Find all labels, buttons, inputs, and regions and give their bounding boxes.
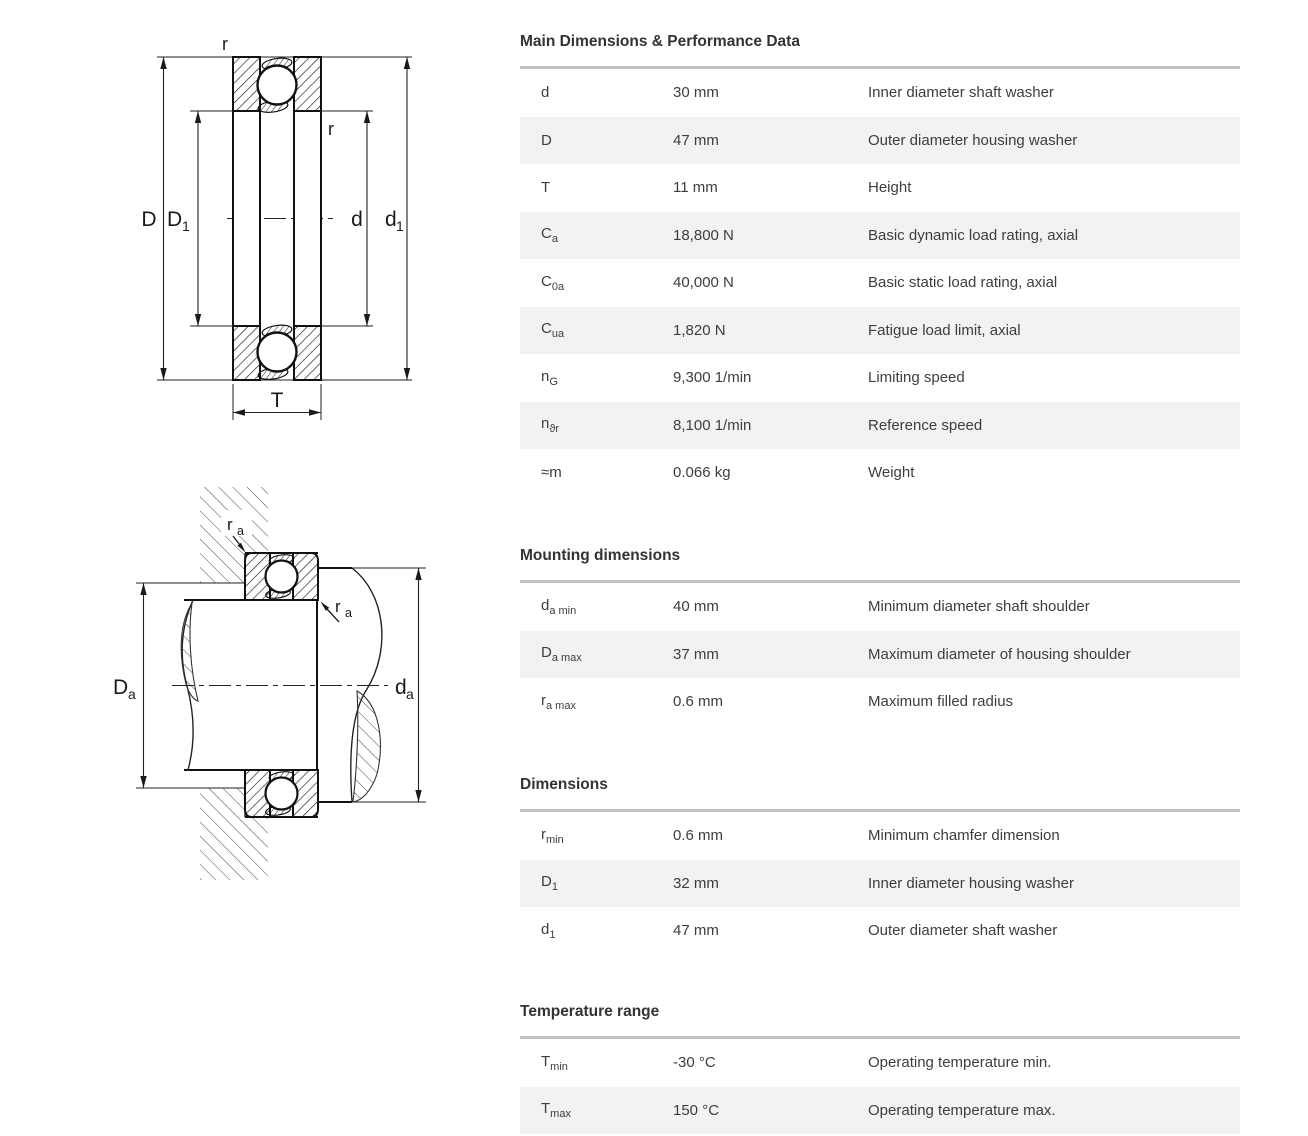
section-title: Mounting dimensions	[520, 547, 681, 564]
technical-drawings	[0, 0, 520, 1136]
ball-and-cage-top	[257, 56, 296, 114]
value-cell: 47 mm	[673, 922, 719, 940]
symbol-cell: T	[541, 179, 551, 197]
description-cell: Height	[868, 179, 912, 197]
dim-label-ra-right-sub: a	[345, 606, 352, 620]
ball	[266, 561, 298, 593]
dim-label-r-right: r	[328, 119, 334, 139]
dim-label-D1: D	[167, 208, 183, 231]
section-main-dimensions	[520, 30, 1240, 497]
symbol-cell: $n_G$	[541, 367, 558, 388]
value-cell: 150 °C	[673, 1101, 720, 1119]
value-cell: 0.6 mm	[673, 827, 724, 845]
value-cell: 32 mm	[673, 874, 719, 892]
value-cell: 47 mm	[673, 131, 719, 149]
symbol-cell: $r_{min}$	[541, 825, 564, 846]
description-cell: Basic dynamic load rating, axial	[868, 226, 1079, 244]
value-cell: 9,300 1/min	[673, 369, 752, 387]
value-cell: -30 °C	[673, 1054, 716, 1072]
dim-label-d: d	[351, 208, 363, 231]
bearing-cross-section-drawing	[141, 34, 412, 420]
dim-label-da-sub: a	[406, 686, 414, 702]
symbol-cell: $D_{a max}$	[541, 644, 582, 665]
symbol-cell: $T_{min}$	[541, 1052, 568, 1073]
description-cell: Basic static load rating, axial	[868, 274, 1058, 292]
dim-label-T: T	[270, 389, 284, 412]
table-row	[520, 1087, 1240, 1135]
table-row	[520, 402, 1240, 450]
table-row	[520, 1039, 1240, 1087]
dim-label-Da-sub: a	[128, 686, 136, 702]
section-temperature-range	[520, 1000, 1240, 1134]
housing-break-hatch	[353, 691, 380, 802]
value-cell: 0.066 kg	[673, 464, 731, 482]
table-row	[520, 812, 1240, 860]
description-cell: Inner diameter shaft washer	[868, 84, 1054, 102]
description-cell: Fatigue load limit, axial	[868, 321, 1021, 339]
value-cell: 40 mm	[673, 598, 719, 616]
data-table	[520, 66, 1240, 497]
symbol-cell: $C_a$	[541, 225, 558, 246]
section-dimensions	[520, 773, 1240, 955]
description-cell: Operating temperature max.	[868, 1101, 1056, 1119]
description-cell: Maximum diameter of housing shoulder	[868, 645, 1131, 663]
description-cell: Inner diameter housing washer	[868, 874, 1074, 892]
table-row	[520, 212, 1240, 260]
section-title: Dimensions	[520, 776, 608, 793]
mounting-drawing	[113, 487, 426, 880]
symbol-cell: $C_{ua}$	[541, 320, 565, 341]
table-row	[520, 354, 1240, 402]
data-table	[520, 809, 1240, 955]
table-row	[520, 259, 1240, 307]
value-cell: 37 mm	[673, 645, 719, 663]
section-title: Main Dimensions & Performance Data	[520, 33, 800, 50]
value-cell: 0.6 mm	[673, 693, 724, 711]
dim-label-D1-sub: 1	[182, 218, 190, 234]
symbol-cell: $d_1$	[541, 920, 556, 941]
description-cell: Maximum filled radius	[868, 693, 1014, 711]
table-row	[520, 631, 1240, 679]
ball	[258, 66, 297, 105]
description-cell: Limiting speed	[868, 369, 965, 387]
dim-label-r-top: r	[222, 34, 228, 54]
table-row	[520, 907, 1240, 955]
dim-label-Da: D	[113, 676, 129, 699]
section-title: Temperature range	[520, 1003, 660, 1020]
ball	[258, 333, 297, 372]
table-row	[520, 307, 1240, 355]
symbol-cell: d	[541, 84, 550, 102]
value-cell: 30 mm	[673, 84, 719, 102]
symbol-cell: ≈m	[541, 464, 562, 482]
symbol-cell: $T_{max}$	[541, 1100, 571, 1121]
data-table	[520, 580, 1240, 726]
dim-label-d1-sub: 1	[396, 218, 404, 234]
shaft-break-hatch	[181, 603, 198, 701]
table-row	[520, 164, 1240, 212]
value-cell: 18,800 N	[673, 226, 734, 244]
symbol-cell: $n_{ϑr}$	[541, 415, 560, 436]
table-row	[520, 117, 1240, 165]
description-cell: Operating temperature min.	[868, 1054, 1052, 1072]
description-cell: Weight	[868, 464, 915, 482]
dim-label-da: d	[395, 676, 407, 699]
value-cell: 11 mm	[673, 179, 718, 197]
value-cell: 1,820 N	[673, 321, 726, 339]
symbol-cell: D	[541, 131, 552, 149]
description-cell: Minimum diameter shaft shoulder	[868, 598, 1090, 616]
description-cell: Outer diameter shaft washer	[868, 922, 1058, 940]
table-row	[520, 583, 1240, 631]
value-cell: 40,000 N	[673, 274, 734, 292]
ball-and-cage-bottom	[257, 323, 296, 381]
value-cell: 8,100 1/min	[673, 416, 752, 434]
dim-label-ra-right: r	[335, 597, 341, 616]
symbol-cell: $r_{a max}$	[541, 691, 576, 712]
dim-label-D: D	[141, 208, 157, 231]
description-cell: Minimum chamfer dimension	[868, 827, 1060, 845]
symbol-cell: $C_{0a}$	[541, 272, 565, 293]
symbol-cell: $d_{a min}$	[541, 596, 577, 617]
description-cell: Outer diameter housing washer	[868, 131, 1078, 149]
ball	[266, 778, 298, 810]
section-mounting-dimensions	[520, 544, 1240, 726]
dim-label-ra-top-sub: a	[237, 524, 244, 538]
dim-label-ra-top: r	[227, 515, 233, 534]
description-cell: Reference speed	[868, 416, 983, 434]
table-row	[520, 69, 1240, 117]
data-table	[520, 1036, 1240, 1134]
symbol-cell: $D_1$	[541, 873, 558, 894]
dim-label-d1: d	[385, 208, 397, 231]
table-row	[520, 449, 1240, 497]
table-row	[520, 860, 1240, 908]
table-row	[520, 678, 1240, 726]
